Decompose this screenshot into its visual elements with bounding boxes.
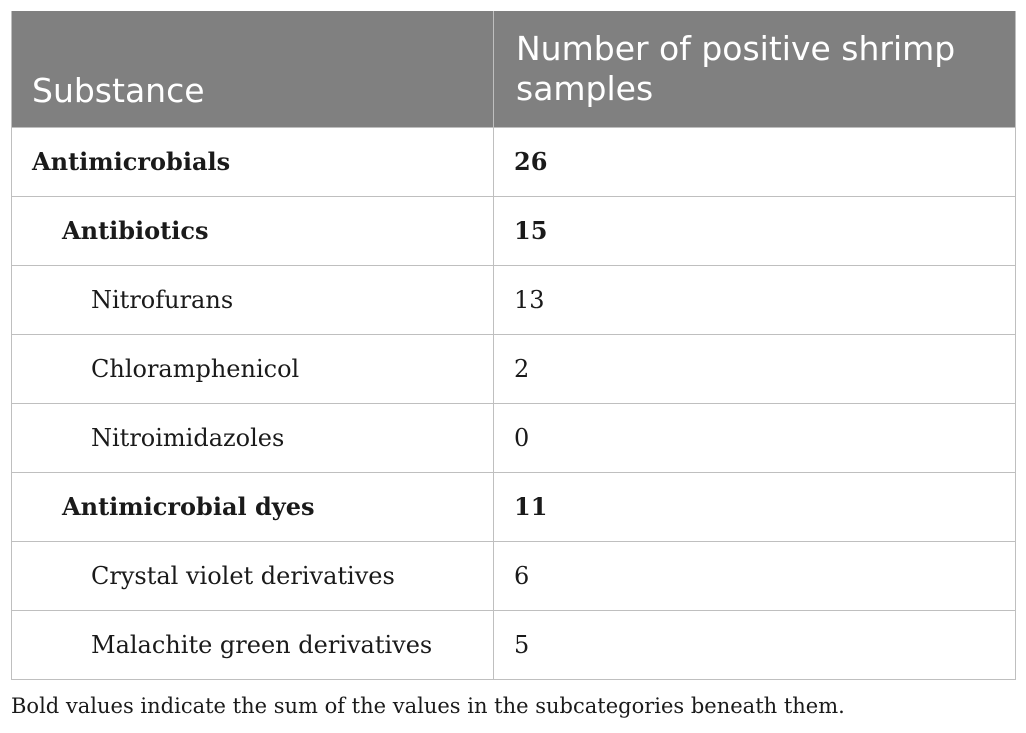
- table-footnote: Bold values indicate the sum of the values in the subcategories beneath them.: [11, 694, 845, 718]
- results-table: [11, 11, 1016, 680]
- count-cell: 0: [494, 403, 1016, 472]
- table-row: [12, 265, 1016, 334]
- header-positive-count: Number of positive shrimp samples: [494, 11, 1016, 127]
- table-row: [12, 541, 1016, 610]
- results-table-container: [11, 11, 1015, 680]
- header-substance: Substance: [12, 11, 494, 127]
- table-header: [12, 11, 1016, 127]
- count-cell: 2: [494, 334, 1016, 403]
- table-row: [12, 403, 1016, 472]
- table-row: [12, 610, 1016, 679]
- substance-cell: Nitrofurans: [12, 265, 494, 334]
- count-cell: 11: [494, 472, 1016, 541]
- table-row: [12, 334, 1016, 403]
- substance-cell: Nitroimidazoles: [12, 403, 494, 472]
- substance-cell: Antimicrobial dyes: [12, 472, 494, 541]
- table-row: [12, 196, 1016, 265]
- substance-cell: Antibiotics: [12, 196, 494, 265]
- table-body: [12, 127, 1016, 679]
- table-row: [12, 127, 1016, 196]
- table-row: [12, 472, 1016, 541]
- count-cell: 6: [494, 541, 1016, 610]
- count-cell: 13: [494, 265, 1016, 334]
- count-cell: 5: [494, 610, 1016, 679]
- substance-cell: Crystal violet derivatives: [12, 541, 494, 610]
- substance-cell: Antimicrobials: [12, 127, 494, 196]
- header-row: [12, 11, 1016, 127]
- substance-cell: Chloramphenicol: [12, 334, 494, 403]
- count-cell: 15: [494, 196, 1016, 265]
- count-cell: 26: [494, 127, 1016, 196]
- substance-cell: Malachite green derivatives: [12, 610, 494, 679]
